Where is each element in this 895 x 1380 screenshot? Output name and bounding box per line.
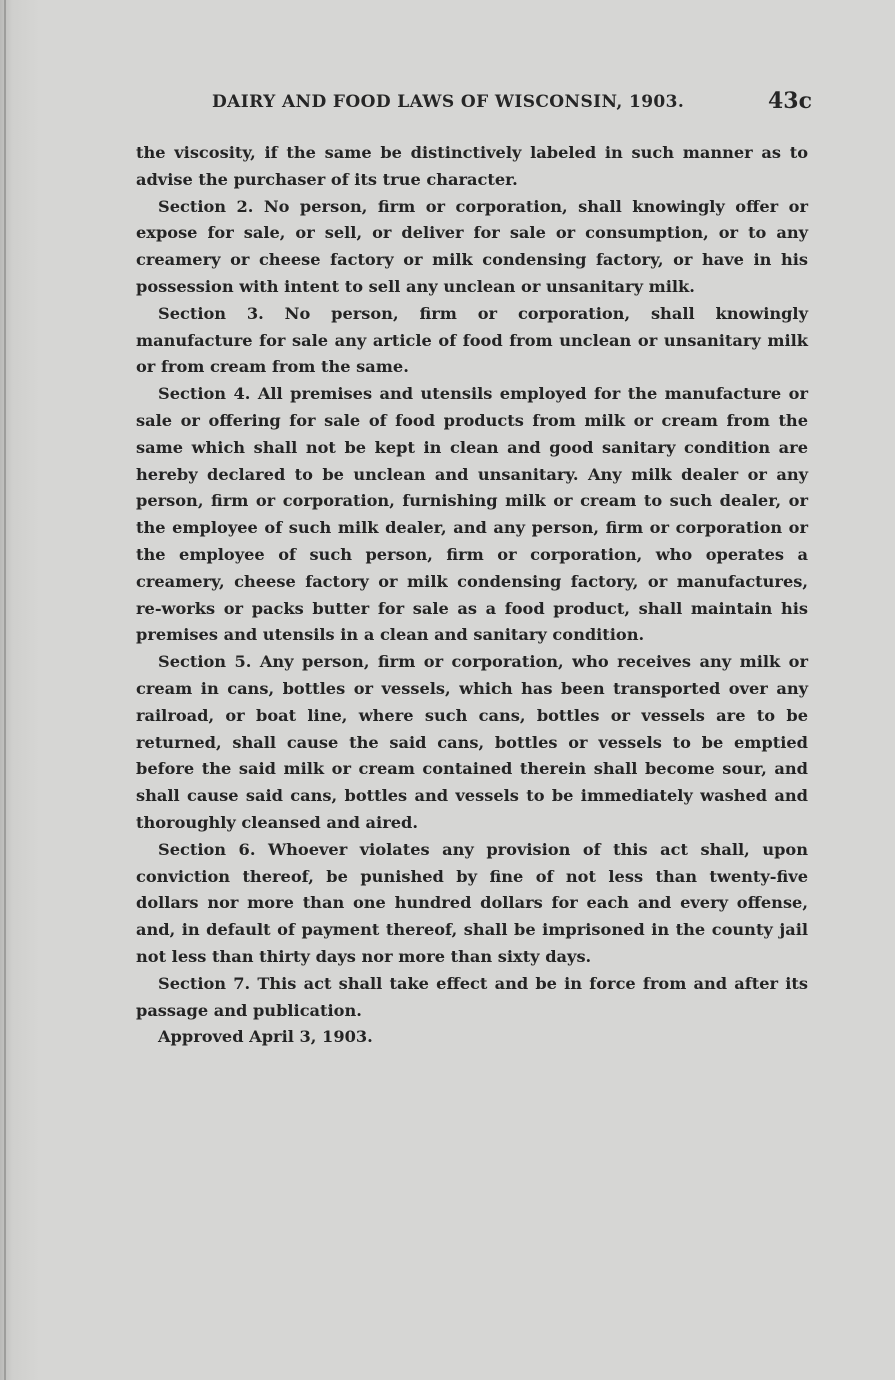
paragraph-section-3: Section 3. No person, firm or corporation, shall knowingly manufacture for sale any article of food from unclean or unsanitary milk or from cream from the same. <box>136 303 808 377</box>
paragraph-section-5: Section 5. Any person, firm or corporation, who receives any milk or cream in cans, bottles or vessels, which has been transported over any railroad, or boat line, where such cans, bottles or vessels are to be returned, shall cause the said cans, bottles or vessels to be emptied before the said milk or cream contained therein shall become sour, and shall cause said cans, bottles and vessels to be immediately washed and thoroughly cleansed and aired. <box>136 652 808 832</box>
page-body <box>136 140 808 1051</box>
paragraph-continuation: the viscosity, if the same be distinctively labeled in such manner as to advise the purchaser of its true character. <box>136 143 808 189</box>
page-number: 43c <box>768 88 813 114</box>
paragraph-section-7: Section 7. This act shall take effect and be in force from and after its passage and publication. <box>136 973 808 1020</box>
paragraph-section-2: Section 2. No person, firm or corporation, shall knowingly offer or expose for sale, or sell, or deliver for sale or consumption, or to any creamery or cheese factory or milk condensing factory, or have in his possession with intent to sell any unclean or unsanitary milk. <box>136 196 808 296</box>
binding-edge <box>4 0 6 1380</box>
paragraph-section-4: Section 4. All premises and utensils employed for the manufacture or sale or offering for sale of food products from milk or cream from the same which shall not be kept in clean and good sanitary condition are hereby declared to be unclean and unsanitary. Any milk dealer or any person, firm or corporation, furnishing milk or cream to such dealer, or the employee of such milk dealer, and any person, firm or corporation or the employee of such person, firm or corporation, who operates a creamery, cheese factory or milk condensing factory, or manufactures, re-works or packs butter for sale as a food product, shall maintain his premises and utensils in a clean and sanitary condition. <box>136 384 808 645</box>
page-header <box>212 88 822 122</box>
paragraph-section-6: Section 6. Whoever violates any provision of this act shall, upon conviction thereof, be punished by fine of not less than twenty-five dollars nor more than one hundred dollars for each and every offense, and, in default of payment thereof, shall be imprisoned in the county jail not less than thirty days nor more than sixty days. <box>136 839 808 966</box>
approval-date: Approved April 3, 1903. <box>158 1027 373 1047</box>
running-head: DAIRY AND FOOD LAWS OF WISCONSIN, 1903. <box>212 92 685 112</box>
